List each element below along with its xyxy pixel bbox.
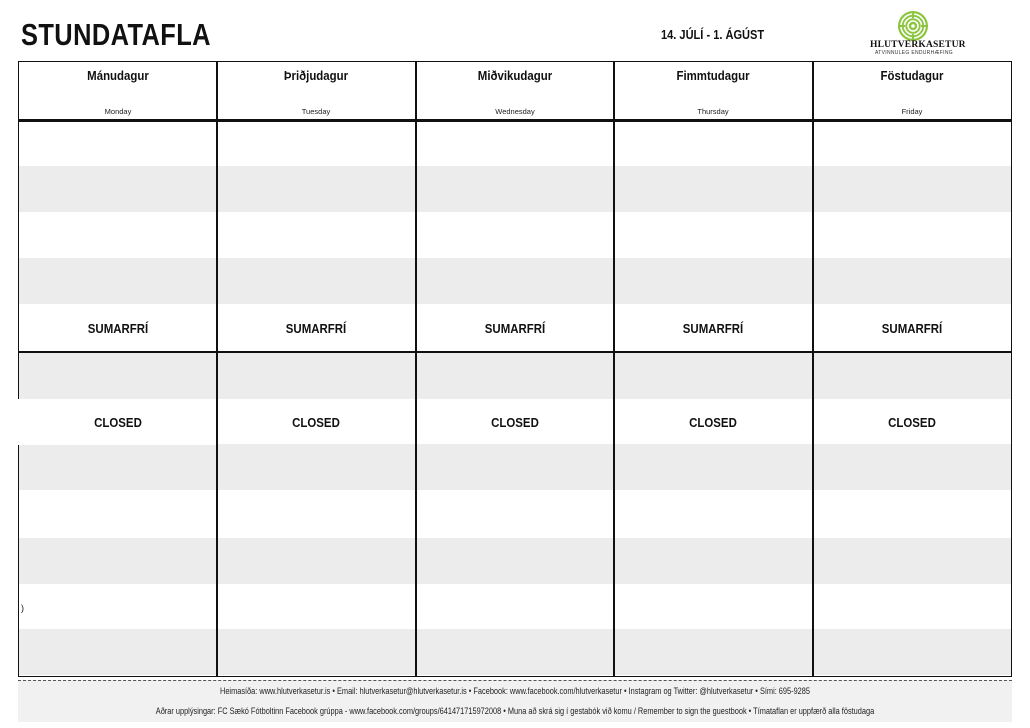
day-column — [19, 62, 217, 676]
day-name: Þriðjudagur — [283, 68, 349, 83]
logo-name: HLUTVERKASETUR — [870, 40, 966, 50]
closed-label: CLOSED — [292, 415, 340, 430]
footer-info-line: Aðrar upplýsingar: FC Sækó Fótboltinn Facebook grúppa - www.facebook.com/groups/641471715972008 • Muna að skrá sig í gestabók við komu / Remember to sign the guestbook • Tímataflan er uppfærð alla föstudaga — [155, 706, 875, 716]
footer — [18, 680, 1012, 722]
summer-label: SUMARFRÍ — [87, 321, 149, 336]
closed-label: CLOSED — [491, 415, 539, 430]
day-column — [614, 62, 812, 676]
closed-label: CLOSED — [94, 415, 142, 430]
page-title: STUNDATAFLA — [21, 17, 211, 52]
day-name: Föstudagur — [880, 68, 944, 83]
closed-label: CLOSED — [689, 415, 737, 430]
day-name-english: Friday — [901, 107, 923, 116]
day-name: Mánudagur — [87, 68, 149, 83]
day-column — [217, 62, 415, 676]
closed-label: CLOSED — [888, 415, 936, 430]
day-name-english: Wednesday — [495, 107, 535, 116]
day-column — [416, 62, 614, 676]
day-column — [813, 62, 1011, 676]
footer-contact-line: Heimasíða: www.hlutverkasetur.is • Email: hlutverkasetur@hlutverkasetur.is • Facebook: www.facebook.com/hlutverkasetur • Instagram og Twitter: @hlutverkasetur • Sími: 695-9285 — [219, 686, 810, 696]
logo — [870, 10, 966, 58]
stray-mark: ) — [21, 603, 24, 613]
logo-tagline: ATVINNULEG ENDURHÆFING — [875, 50, 953, 56]
date-range: 14. JÚLÍ - 1. ÁGÚST — [661, 27, 765, 42]
day-name-english: Tuesday — [301, 107, 331, 116]
day-name: Miðvikudagur — [477, 68, 553, 83]
day-name-english: Thursday — [697, 107, 729, 116]
day-name-english: Monday — [104, 107, 132, 116]
schedule-grid — [18, 61, 1012, 677]
logo-icon — [897, 10, 929, 42]
summer-label: SUMARFRÍ — [484, 321, 546, 336]
summer-label: SUMARFRÍ — [285, 321, 347, 336]
day-name: Fimmtudagur — [676, 68, 750, 83]
summer-label: SUMARFRÍ — [682, 321, 744, 336]
summer-label: SUMARFRÍ — [881, 321, 943, 336]
